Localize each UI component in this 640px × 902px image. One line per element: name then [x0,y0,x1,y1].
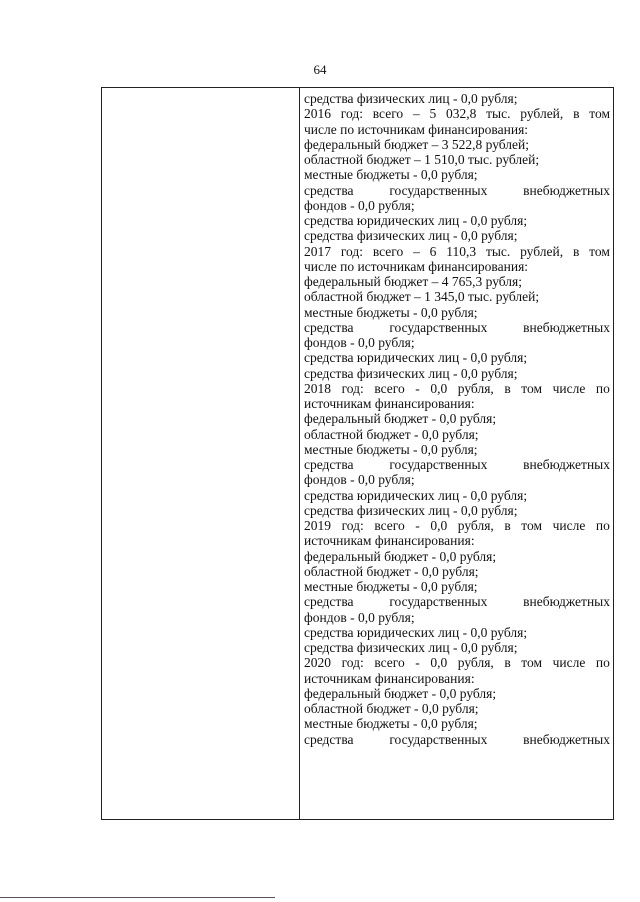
text-word: 5 [429,106,437,122]
text-word: внебюджетных [523,182,610,198]
text-word: в [504,518,511,533]
text-line [304,655,610,670]
text-word: внебюджетных [523,457,610,472]
text-line: местные бюджеты - 0,0 рубля; [304,167,478,183]
text-word: средства [304,731,354,747]
text-word: год: [341,380,364,396]
text-word: год: [340,106,363,122]
text-word: всего [372,243,404,259]
text-word: – [413,243,420,259]
text-word: 2020 [304,655,331,671]
text-word: числе [552,380,586,396]
text-line: фондов - 0,0 рубля; [304,609,415,625]
text-word: государственных [389,182,488,198]
text-word: средства [304,182,354,198]
text-word: всего [374,655,405,671]
text-word: в [573,106,580,122]
text-word: внебюджетных [523,731,610,747]
text-line: федеральный бюджет - 0,0 рубля; [304,411,497,427]
text-word: в [572,243,580,259]
text-word: год: [341,518,364,533]
text-line [304,106,610,121]
text-line: числе по источникам финансирования: [304,121,529,137]
text-word: год: [340,243,364,259]
text-word: том [521,518,543,533]
text-word: год: [341,655,364,671]
text-line [304,183,610,198]
text-line: федеральный бюджет – 3 522,8 рублей; [304,136,530,152]
text-line [304,320,610,335]
text-line: числе по источникам финансирования: [304,258,529,274]
text-word: 6 [429,243,437,259]
text-line: местные бюджеты - 0,0 рубля; [304,579,478,594]
text-word: рублей, [520,243,564,259]
text-line: федеральный бюджет - 0,0 рубля; [304,548,497,564]
text-word: 0,0 [430,380,448,396]
text-word: числе [552,518,586,533]
text-word: 2016 [304,106,331,122]
text-word: 032,8 [446,106,477,122]
text-word: средства [304,457,354,472]
text-line: средства физических лиц - 0,0 рубля; [304,502,518,518]
text-word: том [521,655,543,671]
text-line: областной бюджет – 1 345,0 тыс. рублей; [304,289,540,305]
page-number: 64 [313,62,327,77]
text-line: областной бюджет - 0,0 рубля; [304,426,479,442]
text-line: местные бюджеты - 0,0 рубля; [304,716,478,732]
text-line: местные бюджеты - 0,0 рубля; [304,441,478,457]
text-word: рублей, [520,106,564,122]
table-right-cell [300,88,613,819]
text-line: средства юридических лиц - 0,0 рубля; [304,487,528,503]
text-line [304,518,610,533]
text-word: 110,3 [446,243,477,259]
text-word: внебюджетных [523,594,610,610]
text-line: средства физических лиц - 0,0 рубля; [304,228,518,244]
text-line [304,457,610,472]
text-word: государственных [389,457,488,472]
text-word: государственных [389,319,488,335]
funding-table [101,87,614,820]
text-word: тыс. [485,243,511,259]
text-word: в [504,655,511,671]
text-line: средства юридических лиц - 0,0 рубля; [304,624,528,640]
text-line: средства физических лиц - 0,0 рубля; [304,365,518,381]
text-line: средства физических лиц - 0,0 рубля; [304,640,518,655]
text-word: 0,0 [430,655,448,671]
text-word: числе [552,655,586,671]
text-line [304,732,610,747]
text-word: 2019 [304,518,331,533]
text-word: - [415,518,420,533]
text-word: государственных [389,594,488,610]
text-line: местные бюджеты - 0,0 рубля; [304,304,478,320]
text-word: в [504,380,511,396]
text-line: фондов - 0,0 рубля; [304,472,415,488]
text-line: федеральный бюджет – 4 765,3 рубля; [304,274,522,289]
text-line: федеральный бюджет - 0,0 рубля; [304,685,497,701]
text-line [304,244,610,259]
text-word: тыс. [486,106,511,122]
text-line: источникам финансирования: [304,670,475,686]
text-word: всего [374,380,405,396]
text-word: 2018 [304,380,331,396]
text-word: том [589,243,610,259]
text-word: по [595,655,610,671]
text-line: фондов - 0,0 рубля; [304,197,415,213]
text-word: государственных [389,731,488,747]
text-line [304,381,610,396]
text-word: том [521,380,543,396]
text-word: рубля, [457,380,494,396]
text-word: том [589,106,610,122]
footer-rule [0,897,275,898]
text-line [304,594,610,609]
text-line: областной бюджет – 1 510,0 тыс. рублей; [304,152,540,167]
text-word: 2017 [304,243,331,259]
table-left-cell [102,88,300,819]
text-word: средства [304,319,354,335]
text-word: по [595,380,610,396]
text-word: рубля, [457,655,494,671]
text-line: источникам финансирования: [304,533,475,549]
text-word: - [415,380,420,396]
text-line: областной бюджет - 0,0 рубля; [304,563,479,579]
text-line: фондов - 0,0 рубля; [304,335,415,350]
text-line: областной бюджет - 0,0 рубля; [304,701,479,716]
text-word: - [415,655,420,671]
text-line: средства физических лиц - 0,0 рубля; [304,91,518,106]
text-line: источникам финансирования: [304,396,475,411]
text-word: – [412,106,420,122]
text-line: средства юридических лиц - 0,0 рубля; [304,213,528,228]
text-word: рубля, [457,518,494,533]
text-line: средства юридических лиц - 0,0 рубля; [304,350,528,366]
text-word: средства [304,594,354,610]
text-word: по [595,518,610,533]
text-word: всего [372,106,404,122]
text-word: всего [374,518,405,533]
text-word: внебюджетных [523,319,610,335]
text-word: 0,0 [430,518,448,533]
